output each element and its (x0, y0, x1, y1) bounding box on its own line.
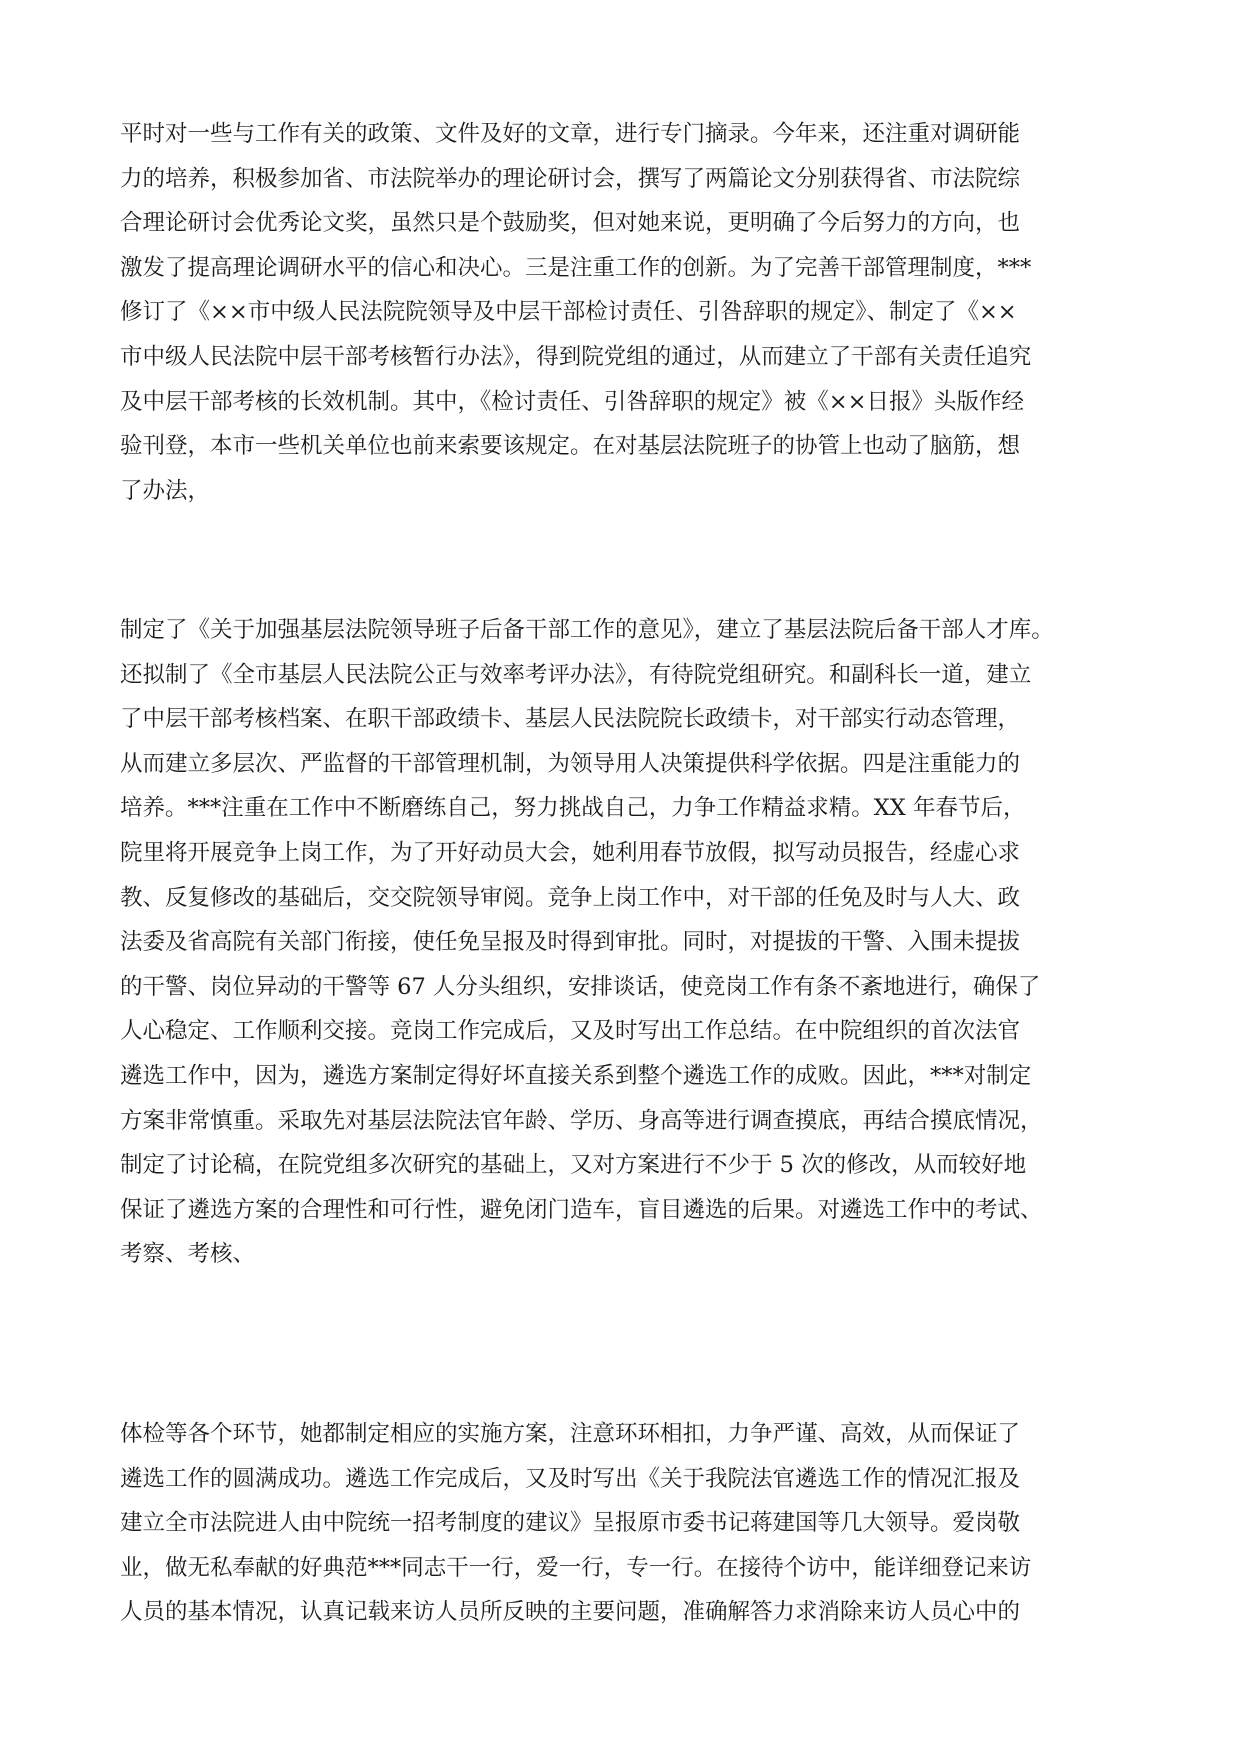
text-line: 体检等各个环节，她都制定相应的实施方案，注意环环相扣，力争严谨、高效，从而保证了 (120, 1421, 1021, 1447)
text-line: 力的培养，积极参加省、市法院举办的理论研讨会，撰写了两篇论文分别获得省、市法院综 (120, 165, 1021, 192)
text-line: 建立全市法院进人由中院统一招考制度的建议》呈报原市委书记蒋建国等几大领导。爱岗敬 (120, 1510, 1021, 1537)
text-line: 法委及省高院有关部门衔接，使任免呈报及时得到审批。同时，对提拔的干警、入围未提拔 (120, 929, 1021, 956)
text-line: 院里将开展竞争上岗工作，为了开好动员大会，她利用春节放假，拟写动员报告，经虚心求 (120, 839, 1021, 866)
text-line: 平时对一些与工作有关的政策、文件及好的文章，进行专门摘录。今年来，还注重对调研能 (120, 121, 1021, 147)
text-line: 考察、考核、 (120, 1241, 256, 1268)
text-line: 激发了提高理论调研水平的信心和决心。三是注重工作的创新。为了完善干部管理制度，*** (120, 254, 1032, 281)
text-line: 市中级人民法院中层干部考核暂行办法》，得到院党组的通过，从而建立了干部有关责任追究 (120, 343, 1032, 370)
text-line: 业，做无私奉献的好典范***同志干一行，爱一行，专一行。在接待个访中，能详细登记来访 (120, 1554, 1032, 1581)
text-line: 制定了讨论稿，在院党组多次研究的基础上，又对方案进行不少于 5 次的修改，从而较好地 (120, 1152, 1027, 1179)
text-line: 从而建立多层次、严监督的干部管理机制，为领导用人决策提供科学依据。四是注重能力的 (120, 750, 1021, 777)
text-line: 遴选工作中，因为，遴选方案制定得好坏直接关系到整个遴选工作的成败。因此，***对制定 (120, 1062, 1032, 1089)
text-line: 遴选工作的圆满成功。遴选工作完成后，又及时写出《关于我院法官遴选工作的情况汇报及 (120, 1465, 1021, 1492)
text-line: 教、反复修改的基础后，交交院领导审阅。竞争上岗工作中，对干部的任免及时与人大、政 (120, 884, 1021, 911)
text-line: 了办法， (120, 477, 211, 504)
text-line: 制定了《关于加强基层法院领导班子后备干部工作的意见》，建立了基层法院后备干部人才库。 (120, 617, 1054, 643)
text-line: 方案非常慎重。采取先对基层法院法官年龄、学历、身高等进行调查摸底，再结合摸底情况， (120, 1107, 1043, 1134)
text-line: 合理论研讨会优秀论文奖，虽然只是个鼓励奖，但对她来说，更明确了今后努力的方向，也 (120, 210, 1021, 237)
text-line: 还拟制了《全市基层人民法院公正与效率考评办法》，有待院党组研究。和副科长一道，建立 (120, 661, 1032, 688)
paragraph-block-3 (120, 1412, 1124, 1635)
paragraph-block-1 (120, 112, 1124, 513)
text-line: 的干警、岗位异动的干警等 67 人分头组织，安排谈话，使竞岗工作有条不紊地进行，确保了 (120, 973, 1041, 1000)
text-line: 保证了遴选方案的合理性和可行性，避免闭门造车，盲目遴选的后果。对遴选工作中的考试、 (120, 1196, 1043, 1223)
text-line: 验刊登，本市一些机关单位也前来索要该规定。在对基层法院班子的协管上也动了脑筋，想 (120, 433, 1021, 460)
text-line: 了中层干部考核档案、在职干部政绩卡、基层人民法院院长政绩卡，对干部实行动态管理， (120, 706, 1021, 733)
text-line: 培养。***注重在工作中不断磨练自己，努力挑战自己，力争工作精益求精。XX 年春节后， (120, 795, 1026, 822)
paragraph-block-2 (120, 608, 1124, 1277)
text-line: 人心稳定、工作顺利交接。竞岗工作完成后，又及时写出工作总结。在中院组织的首次法官 (120, 1018, 1021, 1045)
text-line: 及中层干部考核的长效机制。其中，《检讨责任、引咎辞职的规定》被《××日报》头版作经 (120, 388, 1024, 415)
text-line: 人员的基本情况，认真记载来访人员所反映的主要问题，准确解答力求消除来访人员心中的 (120, 1599, 1021, 1626)
text-line: 修订了《××市中级人民法院院领导及中层干部检讨责任、引咎辞职的规定》、制定了《×× (120, 299, 1017, 326)
